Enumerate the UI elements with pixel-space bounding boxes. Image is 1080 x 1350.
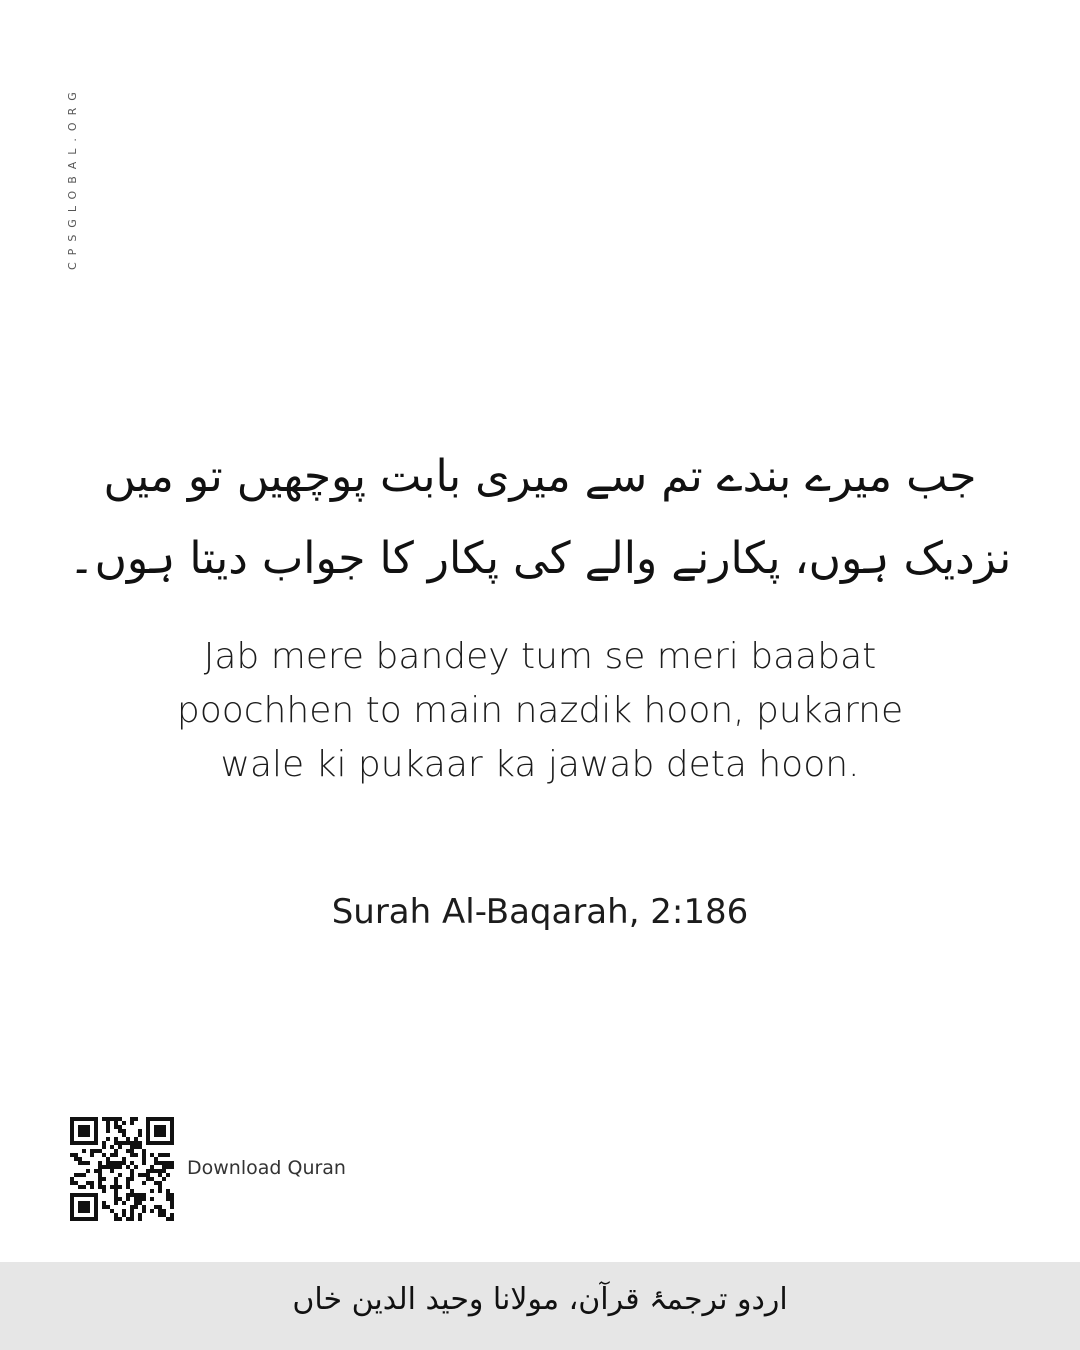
footer-credit: اردو ترجمۂ قرآن، مولانا وحید الدین خاں	[292, 1282, 788, 1317]
verse-reference: Surah Al-Baqarah, 2:186	[331, 892, 749, 932]
urdu-line-1: جب میرے بندے تم سے میری بابت پوچھیں تو میں	[103, 451, 977, 502]
qr-code-icon[interactable]	[70, 1117, 174, 1221]
urdu-verse	[0, 436, 1080, 600]
urdu-line-2: نزدیک ہوں، پکارنے والے کی پکار کا جواب دیتا ہوں۔	[68, 533, 1012, 584]
footer-bar	[0, 1262, 1080, 1350]
download-quran-label[interactable]: Download Quran	[187, 1157, 346, 1179]
roman-line-1: Jab mere bandey tum se meri baabat	[203, 636, 877, 677]
site-brand-vertical: CPSGLOBAL.ORG	[66, 85, 79, 270]
roman-line-3: wale ki pukaar ka jawab deta hoon.	[220, 744, 860, 785]
roman-verse	[0, 630, 1080, 792]
roman-line-2: poochhen to main nazdik hoon, pukarne	[176, 690, 904, 731]
